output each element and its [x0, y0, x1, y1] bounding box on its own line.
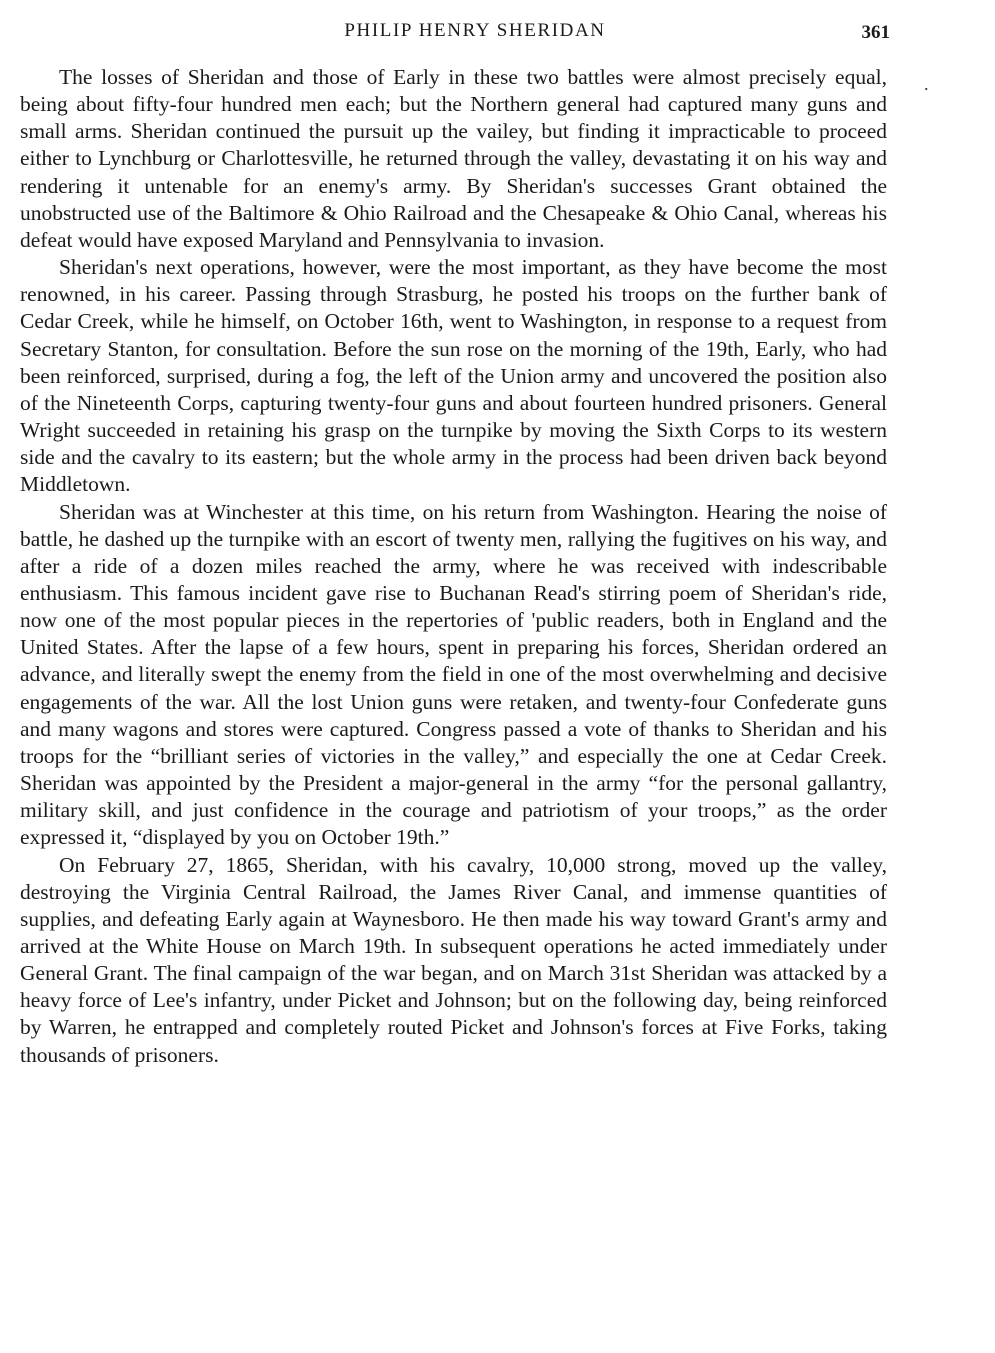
running-head	[20, 18, 890, 48]
paragraph-cedar-creek: Sheridan's next operations, however, were the most important, as they have become the most renowned, in his career. Passing through Strasburg, he posted his troops on the further bank of Cedar Creek, while he himself, on October 16th, went to Washington, in response to a request from Secretary Stanton, for consultation. Before the sun rose on the morning of the 19th, Early, who had been reinforced, surprised, during a fog, the left of the Union army and uncovered the position also of the Nineteenth Corps, capturing twenty-four guns and about fourteen hundred prisoners. General Wright succeeded in retaining his grasp on the turnpike by moving the Sixth Corps to its western side and the cavalry to its eastern; but the whole army in the process had been driven back beyond Middletown.	[20, 255, 887, 497]
running-title: PHILIP HENRY SHERIDAN	[344, 20, 606, 41]
text-body	[20, 64, 887, 1069]
paragraph-battle-losses: The losses of Sheridan and those of Early in these two battles were almost precisely equal, being about fifty-four hundred men each; but the Northern general had captured many guns and small arms. Sheridan continued the pursuit up the vailey, but finding it impracticable to proceed either to Lynchburg or Charlottesville, he returned through the valley, devastating it on his way and rendering it untenable for an enemy's army. By Sheridan's successes Grant obtained the unobstructed use of the Baltimore & Ohio Railroad and the Chesapeake & Ohio Canal, whereas his defeat would have exposed Maryland and Pennsylvania to invasion.	[20, 65, 887, 252]
paragraph-sheridans-ride: Sheridan was at Winchester at this time, on his return from Washington. Hearing the noise of battle, he dashed up the turnpike with an escort of twenty men, rallying the fugitives on his way, and after a ride of a dozen miles reached the army, where he was received with indescribable enthusiasm. This famous incident gave rise to Buchanan Read's stirring poem of Sheridan's ride, now one of the most popular pieces in the repertories of 'public readers, both in England and the United States. After the lapse of a few hours, spent in preparing his forces, Sheridan ordered an advance, and literally swept the enemy from the field in one of the most overwhelming and decisive engagements of the war. All the lost Union guns were retaken, and twenty-four Confederate guns and many wagons and stores were captured. Congress passed a vote of thanks to Sheridan and his troops for the “brilliant series of victories in the valley,” and especially the one at Cedar Creek. Sheridan was appointed by the President a major-general in the army “for the personal gallantry, military skill, and just confidence in the courage and patriotism of your troops,” as the order expressed it, “displayed by you on October 19th.”	[20, 499, 887, 850]
page-number: 361	[861, 22, 890, 43]
margin-mark: .	[924, 74, 929, 94]
paragraph-final-campaign: On February 27, 1865, Sheridan, with his cavalry, 10,000 strong, moved up the valley, destroying the Virginia Central Railroad, the James River Canal, and immense quantities of supplies, and defeating Early again at Waynesboro. He then made his way toward Grant's army and arrived at the White House on March 19th. In subsequent operations he acted immediately under General Grant. The final campaign of the war began, and on March 31st Sheridan was attacked by a heavy force of Lee's infantry, under Picket and Johnson; but on the following day, being reinforced by Warren, he entrapped and completely routed Picket and Johnson's forces at Five Forks, taking thousands of prisoners.	[20, 852, 887, 1067]
